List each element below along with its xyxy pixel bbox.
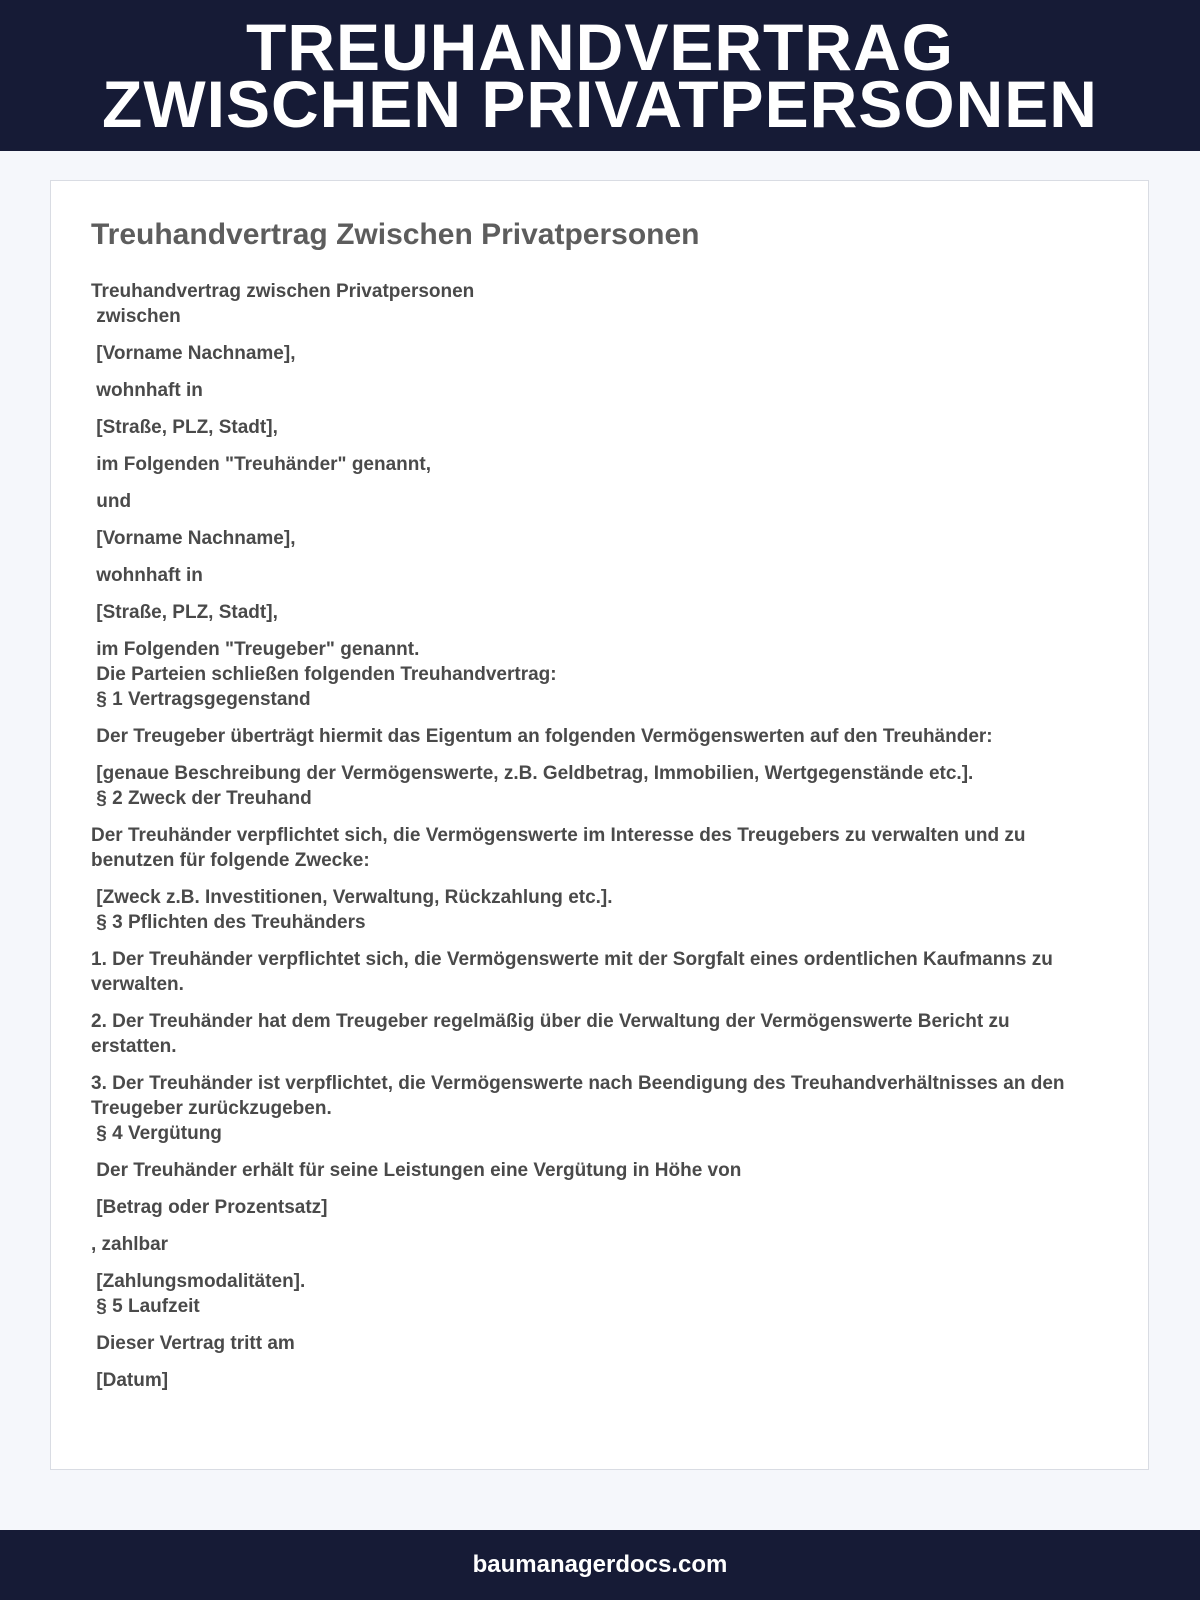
doc-line: Der Treuhänder verpflichtet sich, die Vermögenswerte im Interesse des Treugebers zu verwalten und zu benutzen für folgende Zwecke: [91,825,1031,871]
doc-line: [Betrag oder Prozentsatz] [91,1197,328,1218]
doc-line: 1. Der Treuhänder verpflichtet sich, die Vermögenswerte mit der Sorgfalt eines ordentlichen Kaufmanns zu verwalten. [91,949,1059,995]
doc-line: Der Treugeber überträgt hiermit das Eigentum an folgenden Vermögenswerten auf den Treuhänder: [91,726,993,747]
document-card [50,180,1149,1470]
doc-line: im Folgenden "Treuhänder" genannt, [91,454,431,475]
title-banner [0,0,1200,151]
doc-line: [Datum] [91,1370,169,1391]
section-heading: § 1 Vertragsgegenstand [91,689,311,710]
doc-line: [Zahlungsmodalitäten]. [91,1271,306,1292]
doc-line: Treuhandvertrag zwischen Privatpersonen [91,281,475,302]
doc-line: Der Treuhänder erhält für seine Leistungen eine Vergütung in Höhe von [91,1160,742,1181]
doc-line: [Straße, PLZ, Stadt], [91,602,278,623]
doc-line: 2. Der Treuhänder hat dem Treugeber regelmäßig über die Verwaltung der Vermögenswerte Bericht zu erstatten. [91,1011,1015,1057]
doc-line: [Vorname Nachname], [91,528,296,549]
doc-line: zwischen [91,306,181,327]
doc-line: Die Parteien schließen folgenden Treuhandvertrag: [91,664,557,685]
banner-title-line-2: ZWISCHEN PRIVATPERSONEN [102,66,1098,141]
section-heading: § 4 Vergütung [91,1123,222,1144]
banner-title-line-1: TREUHANDVERTRAG [246,9,954,84]
doc-line: , zahlbar [91,1234,169,1255]
doc-line: [Vorname Nachname], [91,343,296,364]
doc-line: Dieser Vertrag tritt am [91,1333,295,1354]
doc-line: [genaue Beschreibung der Vermögenswerte, z.B. Geldbetrag, Immobilien, Wertgegenstände etc.]. [91,763,974,784]
section-heading: § 3 Pflichten des Treuhänders [91,912,366,933]
footer-site-name: baumanagerdocs.com [472,1551,728,1578]
doc-line: wohnhaft in [91,565,203,586]
section-heading: § 2 Zweck der Treuhand [91,788,312,809]
document-body [91,279,1091,1393]
doc-line: [Straße, PLZ, Stadt], [91,417,278,438]
footer-bar [0,1530,1200,1600]
doc-line: [Zweck z.B. Investitionen, Verwaltung, Rückzahlung etc.]. [91,887,613,908]
section-heading: § 5 Laufzeit [91,1296,200,1317]
doc-line: wohnhaft in [91,380,203,401]
doc-line: im Folgenden "Treugeber" genannt. [91,639,420,660]
document-heading: Treuhandvertrag Zwischen Privatpersonen [91,218,700,251]
doc-line: 3. Der Treuhänder ist verpflichtet, die Vermögenswerte nach Beendigung des Treuhandverhältnisses an den Treugeber zurückzugeben. [91,1073,1070,1119]
doc-line: und [91,491,132,512]
